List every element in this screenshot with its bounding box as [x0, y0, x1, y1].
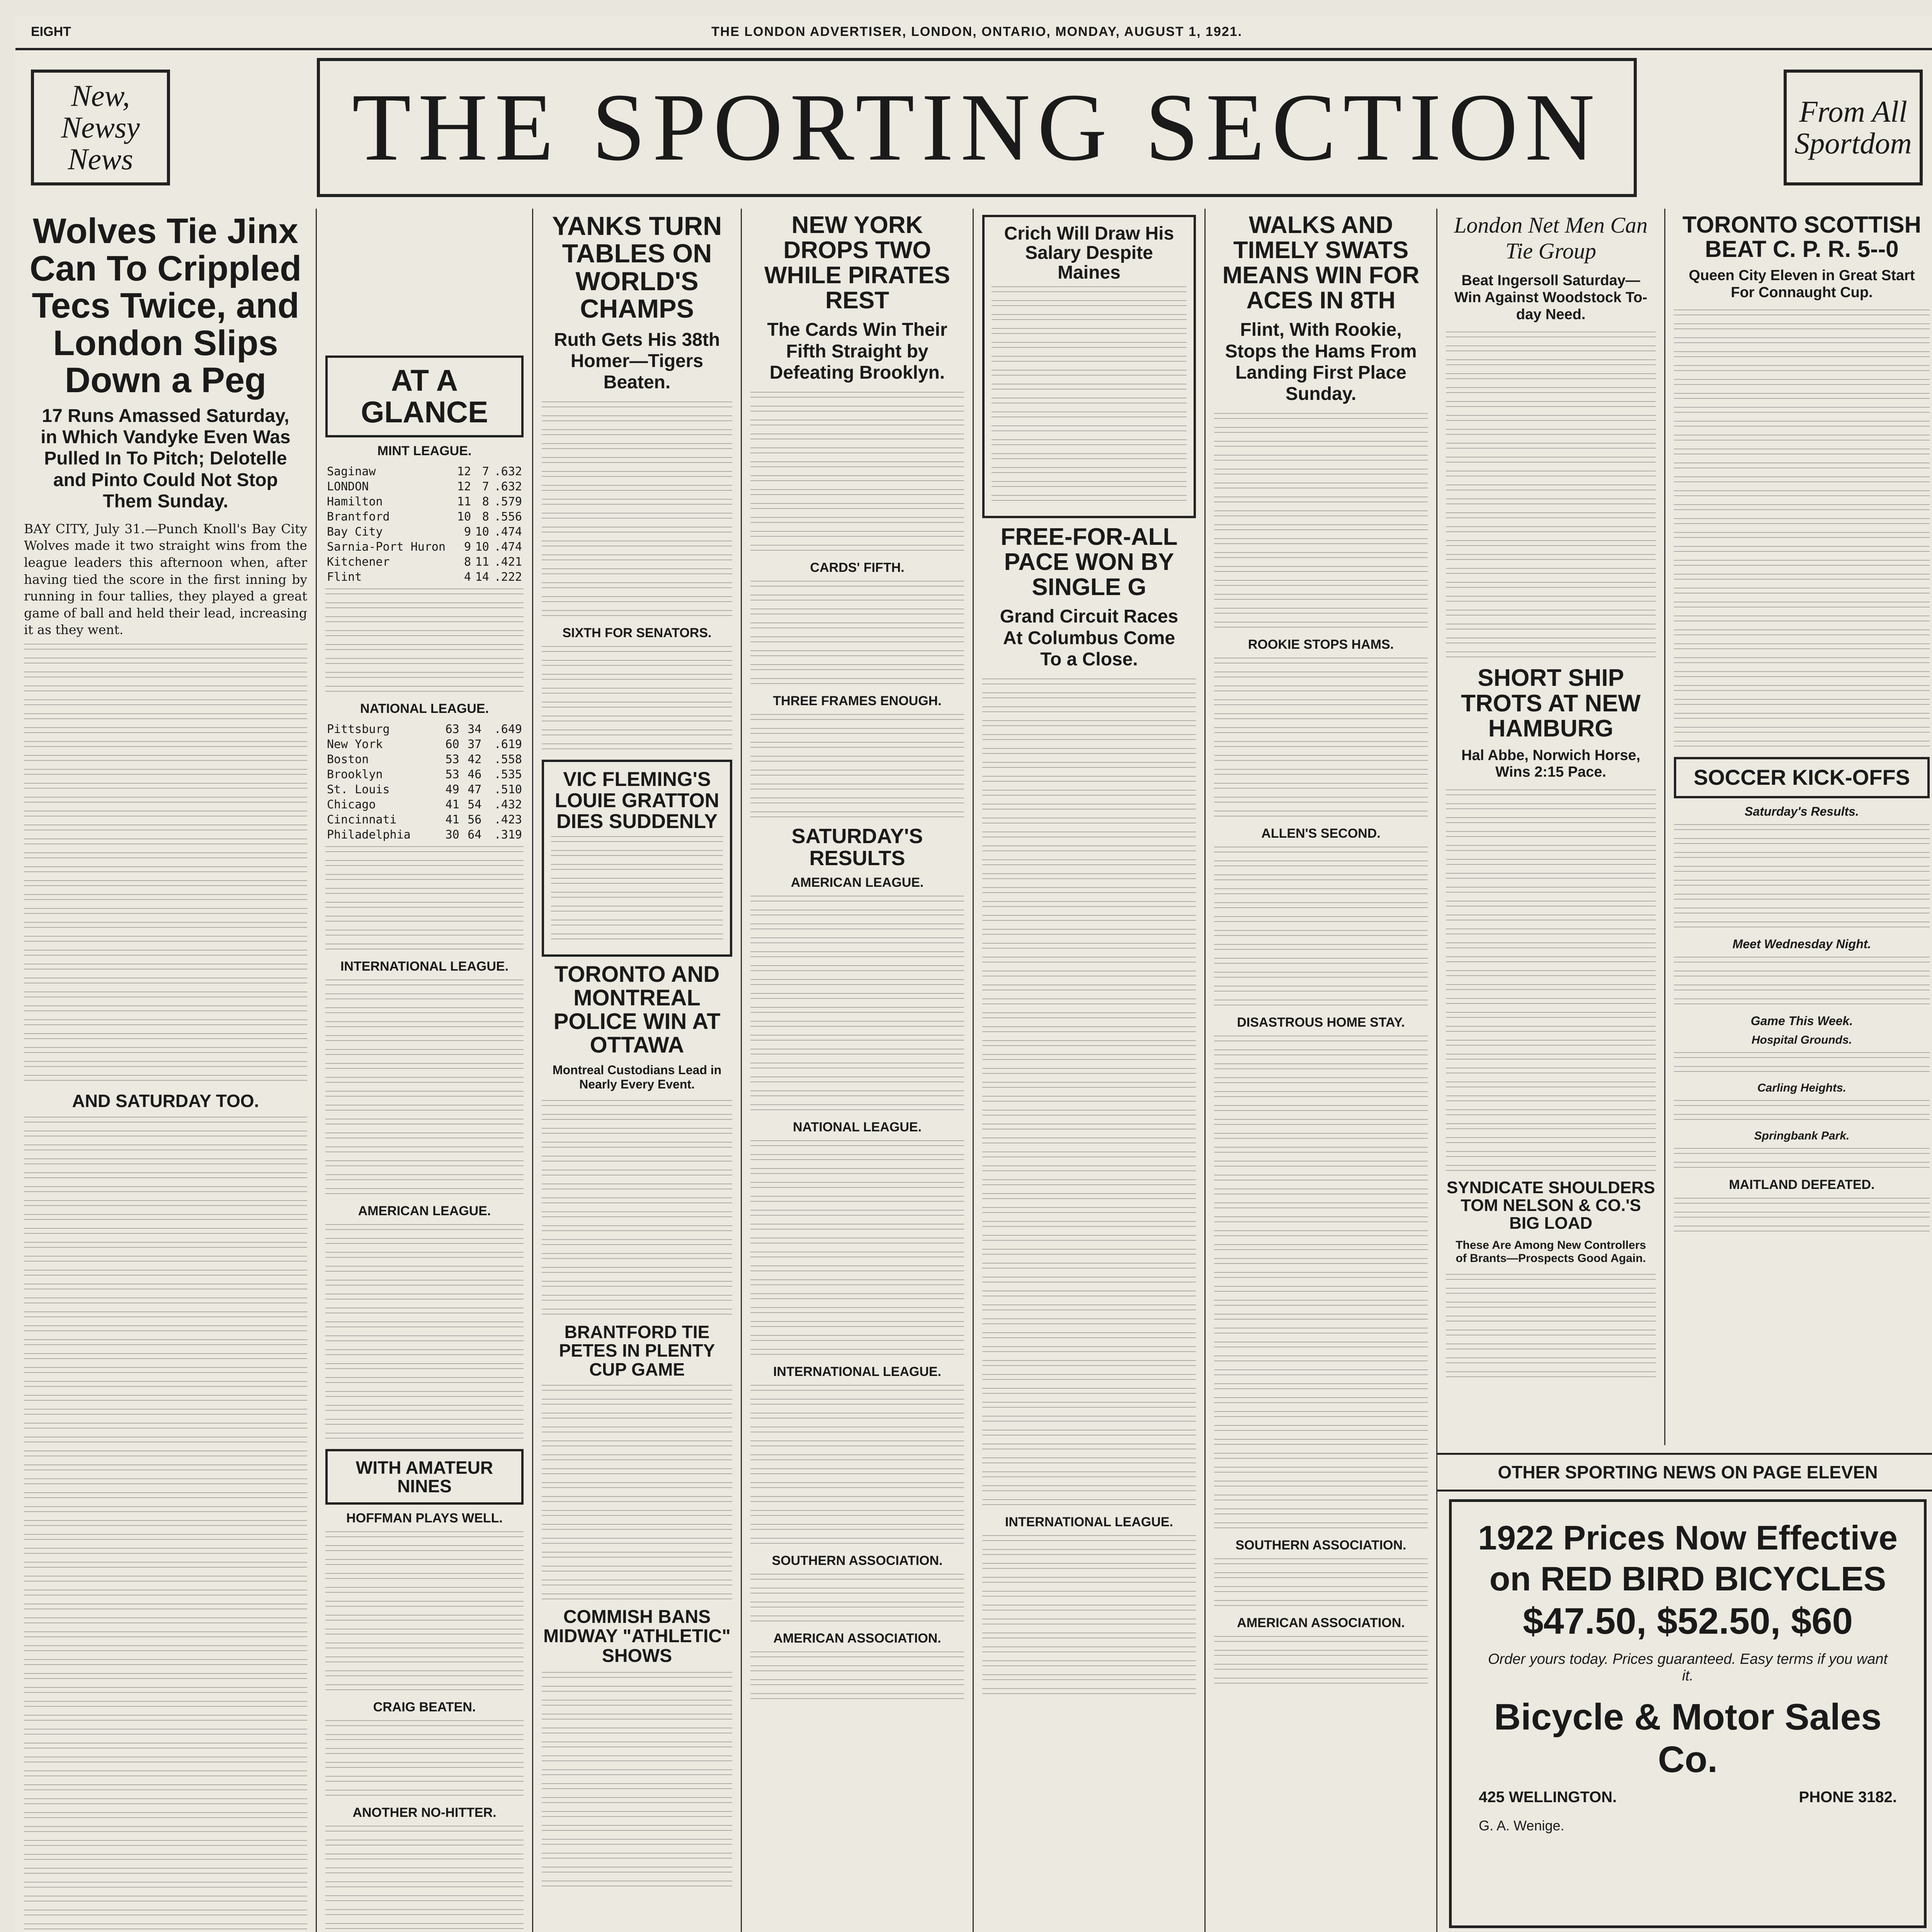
- soccer-box: [1674, 757, 1930, 798]
- bike-ad-address: 425 WELLINGTON.: [1479, 1789, 1617, 1806]
- mint-standing-cell: .222: [494, 570, 522, 584]
- national-standing-row: [325, 797, 524, 812]
- at-a-glance-box: [325, 355, 524, 437]
- net-men-deck: Beat Ingersoll Saturday—Win Against Woodstock To-day Need.: [1454, 272, 1648, 323]
- national-standing-cell: St. Louis: [327, 782, 390, 796]
- mint-standing-cell: Bay City: [327, 525, 383, 539]
- mint-standing-cell: 9: [464, 525, 471, 539]
- cards-head: CARDS' FIFTH.: [810, 560, 905, 575]
- column-1: [15, 209, 317, 1932]
- masthead: [15, 58, 1932, 201]
- vic-headline: VIC FLEMING'S LOUIE GRATTON DIES SUDDENLY: [554, 768, 719, 833]
- national-standing-row: [325, 782, 524, 797]
- mint-standing-cell: 8: [464, 555, 471, 569]
- col4-assoc-head: AMERICAN ASSOCIATION.: [773, 1631, 941, 1646]
- subhead-saturday: AND SATURDAY TOO.: [72, 1090, 259, 1111]
- mint-standing-cell: 11: [457, 495, 471, 509]
- mint-standing-cell: 7: [482, 464, 489, 478]
- ny-deck: The Cards Win Their Fifth Straight by Defeating Brooklyn.: [767, 320, 947, 383]
- bike-ad-manager: G. A. Wenige.: [1479, 1818, 1565, 1834]
- mint-standing-row: [325, 524, 524, 539]
- national-standing-row: [325, 812, 524, 827]
- mint-standing-cell: Kitchener: [327, 555, 390, 569]
- lead-deck: 17 Runs Amassed Saturday, in Which Vandyke Even Was Pulled In To Pitch; Delotelle and Pinto Could Not Stop Them Sunday.: [41, 405, 291, 512]
- national-standing-cell: New York: [327, 737, 383, 751]
- column-2: [317, 209, 533, 1932]
- mint-standing-cell: Brantford: [327, 510, 390, 524]
- maitland-head: MAITLAND DEFEATED.: [1729, 1177, 1875, 1192]
- bike-ad-line1: 1922 Prices Now Effective: [1478, 1519, 1898, 1557]
- craig-head: CRAIG BEATEN.: [373, 1700, 476, 1715]
- mint-standing-row: [325, 570, 524, 585]
- mint-standing-cell: .474: [494, 525, 522, 539]
- carling-sub: Carling Heights.: [1757, 1082, 1847, 1095]
- mint-standing-cell: 12: [457, 480, 471, 493]
- hoffman-head: HOFFMAN PLAYS WELL.: [346, 1511, 503, 1526]
- game-sub: Game This Week.: [1750, 1014, 1853, 1028]
- national-standing-row: [325, 722, 524, 737]
- national-standing-cell: 30: [445, 828, 459, 842]
- disastrous-head: DISASTROUS HOME STAY.: [1237, 1015, 1405, 1030]
- national-standing-cell: 49: [445, 782, 459, 796]
- national-standing-row: [325, 737, 524, 752]
- national-standing-cell: 42: [468, 752, 482, 766]
- mint-standing-cell: .474: [494, 540, 522, 554]
- newspaper-page: [15, 15, 1932, 1932]
- ny-headline: NEW YORK DROPS TWO WHILE PIRATES REST: [764, 212, 951, 314]
- crich-box: [982, 215, 1196, 518]
- sixth-head: SIXTH FOR SENATORS.: [562, 626, 712, 641]
- syndicate-headline: SYNDICATE SHOULDERS TOM NELSON & CO.'S BIG LOAD: [1446, 1178, 1655, 1233]
- mint-standing-cell: 8: [482, 495, 489, 509]
- mint-standing-row: [325, 554, 524, 570]
- national-standing-cell: .619: [494, 737, 522, 751]
- short-ship-deck: Hal Abbe, Norwich Horse, Wins 2:15 Pace.: [1461, 747, 1641, 781]
- nohitter-head: ANOTHER NO-HITTER.: [352, 1805, 497, 1820]
- commish-headline: COMMISH BANS MIDWAY "ATHLETIC" SHOWS: [543, 1606, 731, 1666]
- national-standing-cell: Boston: [327, 752, 369, 766]
- national-standing-cell: 37: [468, 737, 482, 751]
- mint-standing-cell: .579: [494, 495, 522, 509]
- national-standing-cell: .535: [494, 767, 522, 781]
- other-news-banner: OTHER SPORTING NEWS ON PAGE ELEVEN: [1437, 1453, 1932, 1492]
- mint-standing-cell: LONDON: [327, 480, 369, 493]
- column-6: [1206, 209, 1437, 1932]
- national-league-head: NATIONAL LEAGUE.: [360, 701, 489, 716]
- mint-standing-cell: .632: [494, 464, 522, 478]
- police-deck: Montreal Custodians Lead in Nearly Every Event.: [552, 1063, 722, 1092]
- amateur-head: WITH AMATEUR NINES: [355, 1457, 493, 1497]
- national-standing-cell: 53: [445, 752, 459, 766]
- mint-standing-cell: 11: [475, 555, 489, 569]
- mint-standing-cell: 10: [475, 525, 489, 539]
- yanks-headline: YANKS TURN TABLES ON WORLD'S CHAMPS: [552, 211, 722, 324]
- amateur-box: [325, 1449, 524, 1505]
- column-7: [1437, 209, 1665, 1445]
- national-standing-cell: .432: [494, 798, 522, 811]
- national-standing-cell: 60: [445, 737, 459, 751]
- mint-standing-cell: 14: [475, 570, 489, 584]
- mint-standing-row: [325, 464, 524, 479]
- soccer-headline: SOCCER KICK-OFFS: [1694, 765, 1910, 790]
- hospital-sub: Hospital Grounds.: [1751, 1034, 1852, 1047]
- police-headline: TORONTO AND MONTREAL POLICE WIN AT OTTAWA: [553, 961, 721, 1058]
- rookie-head: ROOKIE STOPS HAMS.: [1248, 637, 1394, 652]
- yanks-deck: Ruth Gets His 38th Homer—Tigers Beaten.: [554, 329, 720, 393]
- scottish-deck: Queen City Eleven in Great Start For Connaught Cup.: [1689, 267, 1915, 301]
- mint-standing-cell: Flint: [327, 570, 362, 584]
- mint-standing-cell: 9: [464, 540, 471, 554]
- folio-text: THE LONDON ADVERTISER, LONDON, ONTARIO, MONDAY, AUGUST 1, 1921.: [711, 24, 1243, 39]
- mint-standing-cell: .421: [494, 555, 522, 569]
- crich-headline: Crich Will Draw His Salary Despite Maines: [1004, 223, 1174, 283]
- mint-standing-cell: .556: [494, 510, 522, 524]
- mint-standing-cell: 7: [482, 480, 489, 493]
- springbank-sub: Springbank Park.: [1754, 1129, 1850, 1143]
- column-4: [742, 209, 974, 1932]
- scottish-headline: TORONTO SCOTTISH BEAT C. P. R. 5--0: [1682, 212, 1921, 262]
- section-title: THE SPORTING SECTION: [317, 58, 1637, 197]
- mint-standing-cell: 10: [457, 510, 471, 524]
- national-standings: [325, 722, 524, 842]
- allens-head: ALLEN'S SECOND.: [1261, 826, 1381, 841]
- short-ship-headline: SHORT SHIP TROTS AT NEW HAMBURG: [1461, 665, 1641, 742]
- col4-southern-head: SOUTHERN ASSOCIATION.: [772, 1553, 943, 1568]
- mint-standing-cell: .632: [494, 480, 522, 493]
- col6-southern-head: SOUTHERN ASSOCIATION.: [1235, 1538, 1406, 1553]
- national-standing-cell: .558: [494, 752, 522, 766]
- mint-standing-cell: 10: [475, 540, 489, 554]
- bike-ad-line4: Order yours today. Prices guaranteed. Easy terms if you want it.: [1488, 1651, 1888, 1684]
- national-standing-cell: .423: [494, 813, 522, 827]
- national-standing-cell: Pittsburg: [327, 722, 390, 736]
- col4-american-head: AMERICAN LEAGUE.: [791, 875, 924, 890]
- national-standing-cell: 53: [445, 767, 459, 781]
- national-standing-cell: 56: [468, 813, 482, 827]
- national-standing-cell: 46: [468, 767, 482, 781]
- national-standing-cell: 41: [445, 813, 459, 827]
- folio-line: [15, 15, 1932, 50]
- bike-ad-company: Bicycle & Motor Sales Co.: [1494, 1696, 1882, 1781]
- national-standing-cell: 34: [468, 722, 482, 736]
- mint-league-head: MINT LEAGUE.: [377, 443, 472, 458]
- col4-national-head: NATIONAL LEAGUE.: [793, 1120, 922, 1135]
- walks-deck: Flint, With Rookie, Stops the Hams From Landing First Place Sunday.: [1225, 320, 1417, 404]
- column-5: [974, 209, 1206, 1932]
- col6-assoc-head: AMERICAN ASSOCIATION.: [1237, 1616, 1405, 1631]
- mint-standing-row: [325, 494, 524, 509]
- three-frames-head: THREE FRAMES ENOUGH.: [773, 693, 942, 708]
- saturday-results-sub: Saturday's Results.: [1745, 804, 1859, 819]
- syndicate-deck: These Are Among New Controllers of Brants—Prospects Good Again.: [1456, 1238, 1646, 1265]
- mint-standing-row: [325, 509, 524, 524]
- walks-headline: WALKS AND TIMELY SWATS MEANS WIN FOR ACES IN 8TH: [1222, 212, 1420, 314]
- national-standing-cell: Chicago: [327, 798, 376, 811]
- page-number: EIGHT: [31, 24, 71, 39]
- national-standing-row: [325, 827, 524, 842]
- national-standing-cell: 54: [468, 798, 482, 811]
- left-ear: New, Newsy News: [31, 70, 170, 185]
- national-standing-cell: Philadelphia: [327, 828, 411, 842]
- international-league-head: INTERNATIONAL LEAGUE.: [340, 959, 509, 974]
- lead-headline: Wolves Tie Jinx Can To Crippled Tecs Twice, and London Slips Down a Peg: [29, 211, 302, 400]
- mint-standing-row: [325, 479, 524, 494]
- at-a-glance-title: AT A GLANCE: [361, 363, 488, 429]
- mint-standing-cell: Hamilton: [327, 495, 383, 509]
- free-for-all-headline: FREE-FOR-ALL PACE WON BY SINGLE G: [1000, 524, 1178, 601]
- mint-standing-cell: Saginaw: [327, 464, 376, 478]
- national-standing-cell: 41: [445, 798, 459, 811]
- right-ear: From All Sportdom: [1784, 70, 1923, 185]
- national-standing-cell: 47: [468, 782, 482, 796]
- column-3: [533, 209, 742, 1932]
- bike-ad-phone: PHONE 3182.: [1799, 1789, 1897, 1806]
- american-league-head: AMERICAN LEAGUE.: [358, 1203, 491, 1218]
- bike-ad-line2: on RED BIRD BICYCLES: [1489, 1559, 1886, 1598]
- national-standing-cell: 64: [468, 828, 482, 842]
- saturday-results-head: SATURDAY'S RESULTS: [791, 824, 923, 870]
- national-standing-cell: .649: [494, 722, 522, 736]
- national-standing-cell: 63: [445, 722, 459, 736]
- mint-standing-cell: 12: [457, 464, 471, 478]
- col4-international-head: INTERNATIONAL LEAGUE.: [773, 1364, 942, 1379]
- bicycle-ad: [1449, 1499, 1927, 1928]
- national-standing-row: [325, 767, 524, 782]
- brantford-headline: BRANTFORD TIE PETES IN PLENTY CUP GAME: [559, 1322, 715, 1379]
- national-standing-cell: Cincinnati: [327, 813, 397, 827]
- bike-ad-prices: $47.50, $52.50, $60: [1522, 1600, 1853, 1642]
- mint-standings: [325, 464, 524, 585]
- mint-standing-row: [325, 539, 524, 554]
- mint-standing-cell: Sarnia-Port Huron: [327, 540, 446, 554]
- national-standing-cell: .319: [494, 828, 522, 842]
- national-standing-cell: .510: [494, 782, 522, 796]
- national-standing-cell: Brooklyn: [327, 767, 383, 781]
- free-for-all-deck: Grand Circuit Races At Columbus Come To a Close.: [1000, 606, 1179, 670]
- column-8: [1665, 209, 1932, 1445]
- lead-story: BAY CITY, July 31.—Punch Knoll's Bay City Wolves made it two straight wins from the league leaders this afternoon when, after having tied the score in the first inning by running in four tallies, they played a great game of ball and held their lead, increasing it as they went.: [24, 521, 307, 638]
- national-standing-row: [325, 752, 524, 767]
- col5-international-head: INTERNATIONAL LEAGUE.: [1005, 1515, 1173, 1530]
- net-men-headline: London Net Men Can Tie Group: [1454, 213, 1648, 264]
- vic-box: [542, 760, 732, 957]
- mint-standing-cell: 4: [464, 570, 471, 584]
- meet-sub: Meet Wednesday Night.: [1732, 937, 1871, 951]
- mint-standing-cell: 8: [482, 510, 489, 524]
